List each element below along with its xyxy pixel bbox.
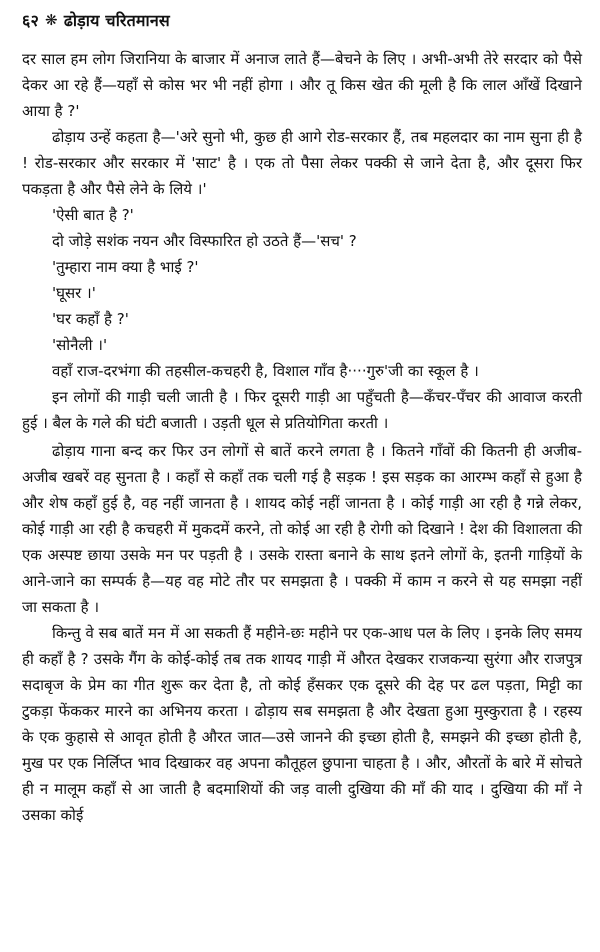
flower-ornament-icon: ❋	[45, 11, 58, 29]
dialogue-line: दो जोड़े सशंक नयन और विस्फारित हो उठते हैं—'सच' ?	[52, 232, 357, 250]
dialogue-line: 'घूसर ।'	[52, 284, 96, 302]
dialogue-line: 'ऐसी बात है ?'	[52, 206, 134, 224]
paragraph-6: किन्तु वे सब बातें मन में आ सकती हैं महीने-छः महीने पर एक-आध पल के लिए । इनके लिए समय ही कहाँ है ? उसके गैंग के कोई-कोई तब तक शायद गाड़ी में औरत देखकर राजकन्या सुरंगा और राजपुत्र सदाबृज के प्रेम का गीत शुरू कर देता है, तो कोई हँसकर एक दूसरे की देह पर ढल पड़ता, मिट्टी का टुकड़ा फेंककर मारने का अभिनय करता । ढोड़ाय सब समझता है और देखता हुआ मुस्कुराता है । रहस्य के एक कुहासे से आवृत होती है औरत जात—उसे जानने की इच्छा होती है, समझने की इच्छा होती है, मुख पर एक निर्लिप्त भाव दिखाकर वह अपना कौतूहल छुपाना चाहता है । और, औरतों के बारे में सोचते ही न मालूम कहाँ से आ जाती है बदमाशियों की जड़ वाली दुखिया की माँ की याद । दुखिया की माँ ने उसका कोई	[22, 624, 582, 824]
book-page	[22, 6, 582, 946]
paragraph-5: ढोड़ाय गाना बन्द कर फिर उन लोगों से बातें करने लगता है । कितने गाँवों की कितनी ही अजीब-अजीब खबरें वह सुनता है । कहाँ से कहाँ तक चली गई है सड़क ! इस सड़क का आरम्भ कहाँ से हुआ है और शेष कहाँ हुई है, वह नहीं जानता है । शायद कोई नहीं जानता है । कोई गाड़ी आ रही है गन्ने लेकर, कोई गाड़ी आ रही है कचहरी में मुकदमें करने, तो कोई आ रही है रोगी को दिखाने ! देश की विशालता की एक अस्पष्ट छाया उसके मन पर पड़ती है । उसके रास्ता बनाने के साथ इतने लोगों के, इतनी गाड़ियों के आने-जाने का सम्पर्क है—यह वह मोटे तौर पर समझता है । पक्की में काम न करने से यह समझा नहीं जा सकता है ।	[22, 442, 582, 616]
paragraph-1: दर साल हम लोग जिरानिया के बाजार में अनाज लाते हैं—बेचने के लिए । अभी-अभी तेरे सरदार को पैसे देकर आ रहे हैं—यहाँ से कोस भर भी नहीं होगा । और तू किस खेत की मूली है कि लाल आँखें दिखाने आया है ?'	[22, 50, 582, 120]
paragraph-3: वहाँ राज-दरभंगा की तहसील-कचहरी है, विशाल गाँव है····गुरु'जी का स्कूल है ।	[52, 362, 479, 380]
paragraph-2: ढोड़ाय उन्हें कहता है—'अरे सुनो भी, कुछ ही आगे रोड-सरकार हैं, तब महलदार का नाम सुना ही है ! रोड-सरकार और सरकार में 'साट' है । एक तो पैसा लेकर पक्की से जाने देता है, और दूसरा फिर पकड़ता है और पैसे लेने के लिये ।'	[22, 128, 582, 198]
page-number: ६२	[22, 11, 40, 30]
paragraph-4: इन लोगों की गाड़ी चली जाती है । फिर दूसरी गाड़ी आ पहुँचती है—कँचर-पँचर की आवाज करती हुई । बैल के गले की घंटी बजाती । उड़ती धूल से प्रतियोगिता करती ।	[22, 388, 582, 432]
dialogue-line: 'तुम्हारा नाम क्या है भाई ?'	[52, 258, 199, 276]
body-text	[22, 46, 582, 828]
running-head	[22, 6, 582, 34]
book-title: ढोड़ाय चरितमानस	[63, 11, 170, 30]
dialogue-line: 'सोनैली ।'	[52, 336, 108, 354]
dialogue-line: 'घर कहाँ है ?'	[52, 310, 129, 328]
